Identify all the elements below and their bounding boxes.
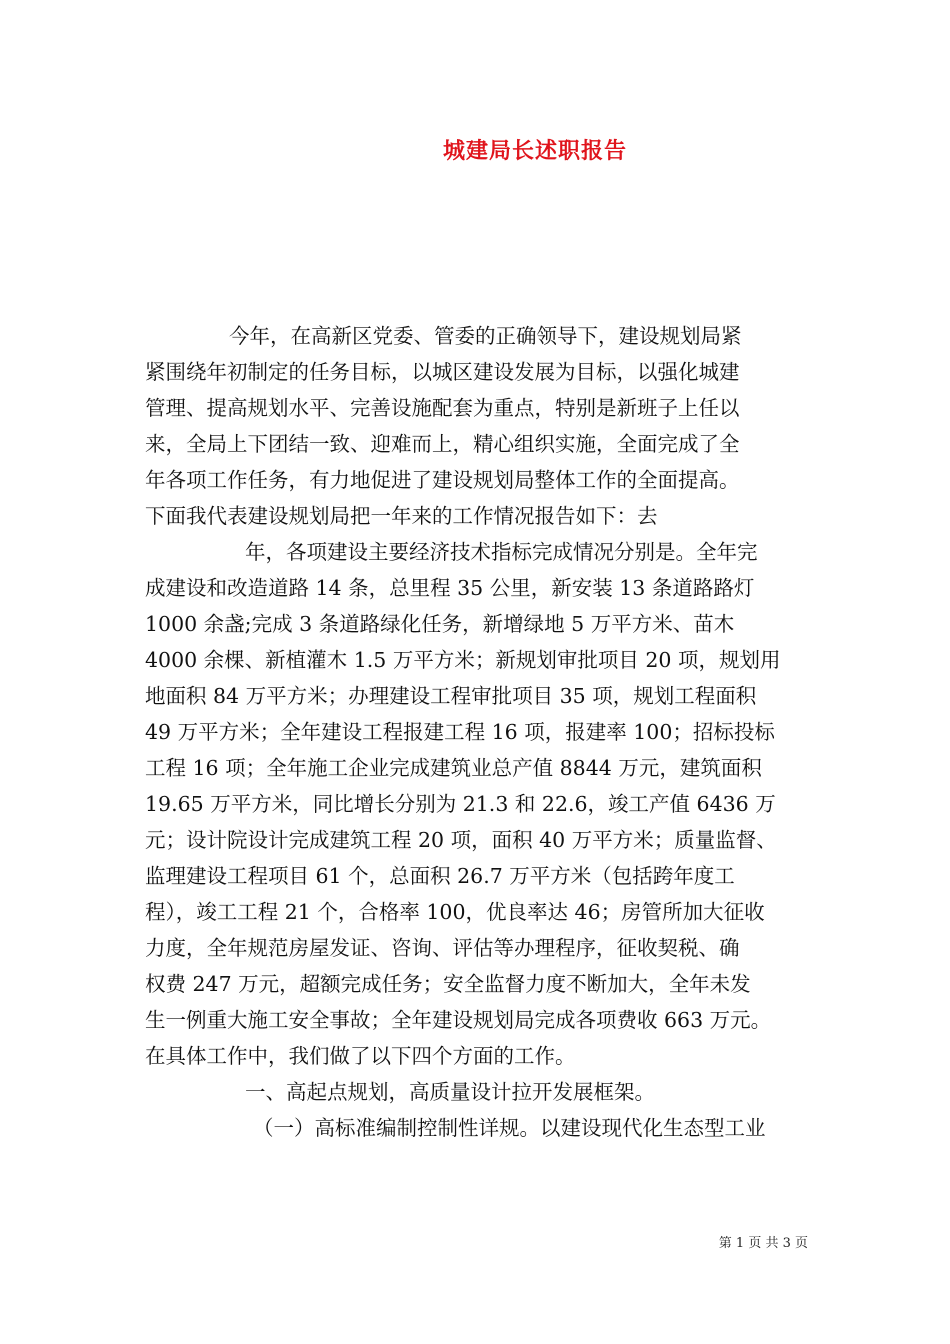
paragraph-line: 管理、提高规划水平、完善设施配套为重点，特别是新班子上任以 bbox=[145, 396, 740, 420]
paragraph-line: 程），竣工工程 21 个，合格率 100，优良率达 46；房管所加大征收 bbox=[145, 900, 765, 924]
paragraph-line: 成建设和改造道路 14 条，总里程 35 公里，新安装 13 条道路路灯 bbox=[145, 576, 755, 600]
section-heading: 一、高起点规划，高质量设计拉开发展框架。 bbox=[245, 1080, 655, 1104]
paragraph-line: 工程 16 项；全年施工企业完成建筑业总产值 8844 万元，建筑面积 bbox=[145, 756, 762, 780]
paragraph-line: 紧围绕年初制定的任务目标，以城区建设发展为目标，以强化城建 bbox=[145, 360, 740, 384]
paragraph-line: 在具体工作中，我们做了以下四个方面的工作。 bbox=[145, 1044, 576, 1068]
paragraph-line: 年各项工作任务，有力地促进了建设规划局整体工作的全面提高。 bbox=[145, 468, 740, 492]
paragraph-line: 年，各项建设主要经济技术指标完成情况分别是。全年完 bbox=[245, 540, 758, 564]
paragraph-line: 来，全局上下团结一致、迎难而上，精心组织实施，全面完成了全 bbox=[145, 432, 740, 456]
paragraph-line: 权费 247 万元，超额完成任务；安全监督力度不断加大，全年未发 bbox=[145, 972, 751, 996]
paragraph-line: 4000 余棵、新植灌木 1.5 万平方米；新规划审批项目 20 项，规划用 bbox=[145, 648, 781, 672]
paragraph-line: 下面我代表建设规划局把一年来的工作情况报告如下：去 bbox=[145, 504, 658, 528]
paragraph-line: 地面积 84 万平方米；办理建设工程审批项目 35 项，规划工程面积 bbox=[145, 684, 757, 708]
paragraph-line: 生一例重大施工安全事故；全年建设规划局完成各项费收 663 万元。 bbox=[145, 1008, 772, 1032]
page-number: 第 1 页 共 3 页 bbox=[718, 1236, 808, 1251]
document-title: 城建局长述职报告 bbox=[442, 138, 627, 164]
paragraph-line: 今年，在高新区党委、管委的正确领导下，建设规划局紧 bbox=[229, 324, 742, 348]
subsection-heading: （一）高标准编制控制性详规。以建设现代化生态型工业 bbox=[253, 1116, 766, 1140]
paragraph-line: 力度，全年规范房屋发证、咨询、评估等办理程序，征收契税、确 bbox=[145, 936, 740, 960]
paragraph-line: 1000 余盏;完成 3 条道路绿化任务，新增绿地 5 万平方米、苗木 bbox=[145, 612, 735, 636]
paragraph-line: 19.65 万平方米，同比增长分别为 21.3 和 22.6，竣工产值 6436 万 bbox=[145, 792, 776, 816]
paragraph-line: 元；设计院设计完成建筑工程 20 项，面积 40 万平方米；质量监督、 bbox=[145, 828, 777, 852]
document-body bbox=[145, 318, 805, 1146]
paragraph-line: 监理建设工程项目 61 个，总面积 26.7 万平方米（包括跨年度工 bbox=[145, 864, 735, 888]
paragraph-line: 49 万平方米；全年建设工程报建工程 16 项，报建率 100；招标投标 bbox=[145, 720, 775, 744]
